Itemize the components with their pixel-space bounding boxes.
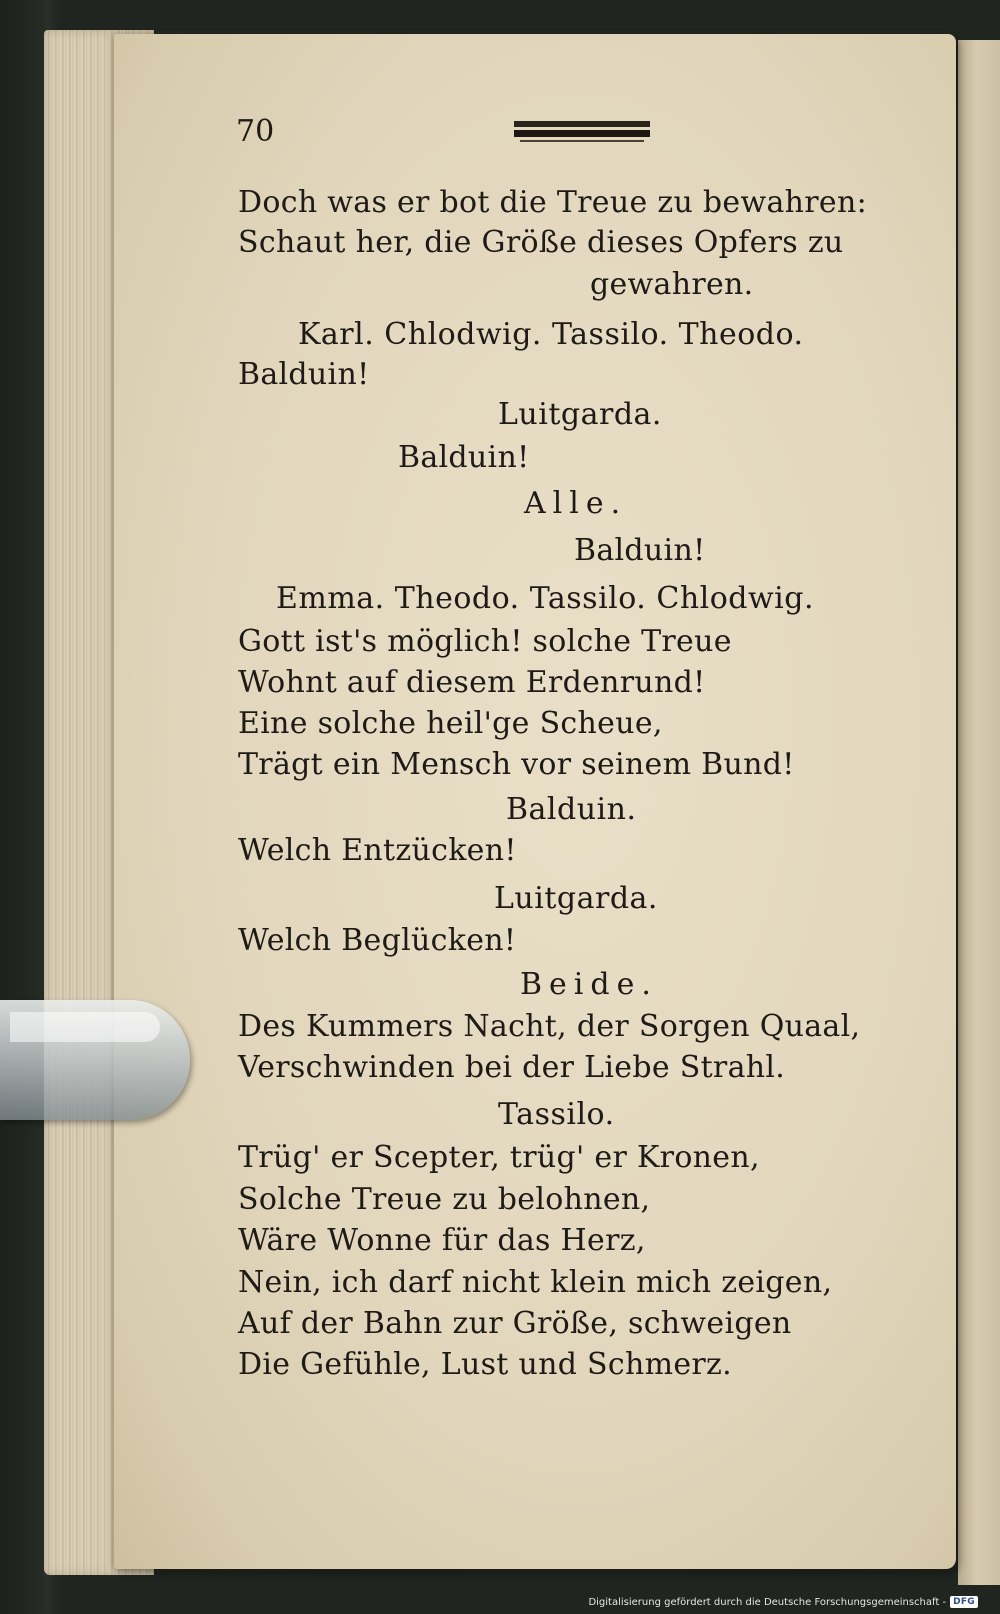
verse-line: Auf der Bahn zur Größe, schweigen (238, 1306, 792, 1341)
verse-line: Balduin! (574, 533, 706, 568)
verse-line: Gott ist's möglich! solche Treue (238, 624, 732, 659)
verse-line: gewahren. (590, 267, 754, 302)
verse-line: Doch was er bot die Treue zu bewahren: (238, 185, 867, 220)
verse-line: Wohnt auf diesem Erdenrund! (238, 665, 706, 700)
speaker-heading: Luitgarda. (498, 397, 662, 432)
verse-line: Schaut her, die Größe dieses Opfers zu (238, 225, 844, 260)
verse-line: Nein, ich darf nicht klein mich zeigen, (238, 1265, 833, 1300)
speaker-heading: Luitgarda. (494, 881, 658, 916)
verse-line: Eine solche heil'ge Scheue, (238, 706, 663, 741)
verse-line: Des Kummers Nacht, der Sorgen Quaal, (238, 1009, 861, 1044)
speaker-heading: Tassilo. (498, 1097, 615, 1132)
speaker-heading: Karl. Chlodwig. Tassilo. Theodo. (298, 317, 804, 352)
verse-line: Verschwinden bei der Liebe Strahl. (238, 1050, 786, 1085)
page-number: 70 (236, 114, 275, 149)
verse-line: Balduin! (398, 440, 530, 475)
verse-line: Welch Entzücken! (238, 833, 517, 868)
speaker-heading: Beide. (520, 967, 658, 1002)
dfg-logo: DFG (950, 1596, 978, 1608)
verse-line: Die Gefühle, Lust und Schmerz. (238, 1347, 732, 1382)
digitization-credit (588, 1594, 978, 1610)
speaker-heading: Emma. Theodo. Tassilo. Chlodwig. (276, 581, 815, 616)
header-ornament-rule (514, 121, 650, 145)
verse-line: Solche Treue zu belohnen, (238, 1182, 651, 1217)
credit-text: Digitalisierung gefördert durch die Deutsche Forschungsgemeinschaft - (588, 1596, 947, 1608)
verse-line: Trüg' er Scepter, trüg' er Kronen, (238, 1140, 760, 1175)
verse-line: Trägt ein Mensch vor seinem Bund! (238, 747, 795, 782)
verse-line: Balduin! (238, 357, 370, 392)
speaker-heading: Alle. (524, 486, 628, 521)
verse-line: Welch Beglücken! (238, 923, 517, 958)
verse-line: Wäre Wonne für das Herz, (238, 1223, 646, 1258)
speaker-heading: Balduin. (506, 792, 637, 827)
page-clip-bookmark (0, 1000, 190, 1120)
